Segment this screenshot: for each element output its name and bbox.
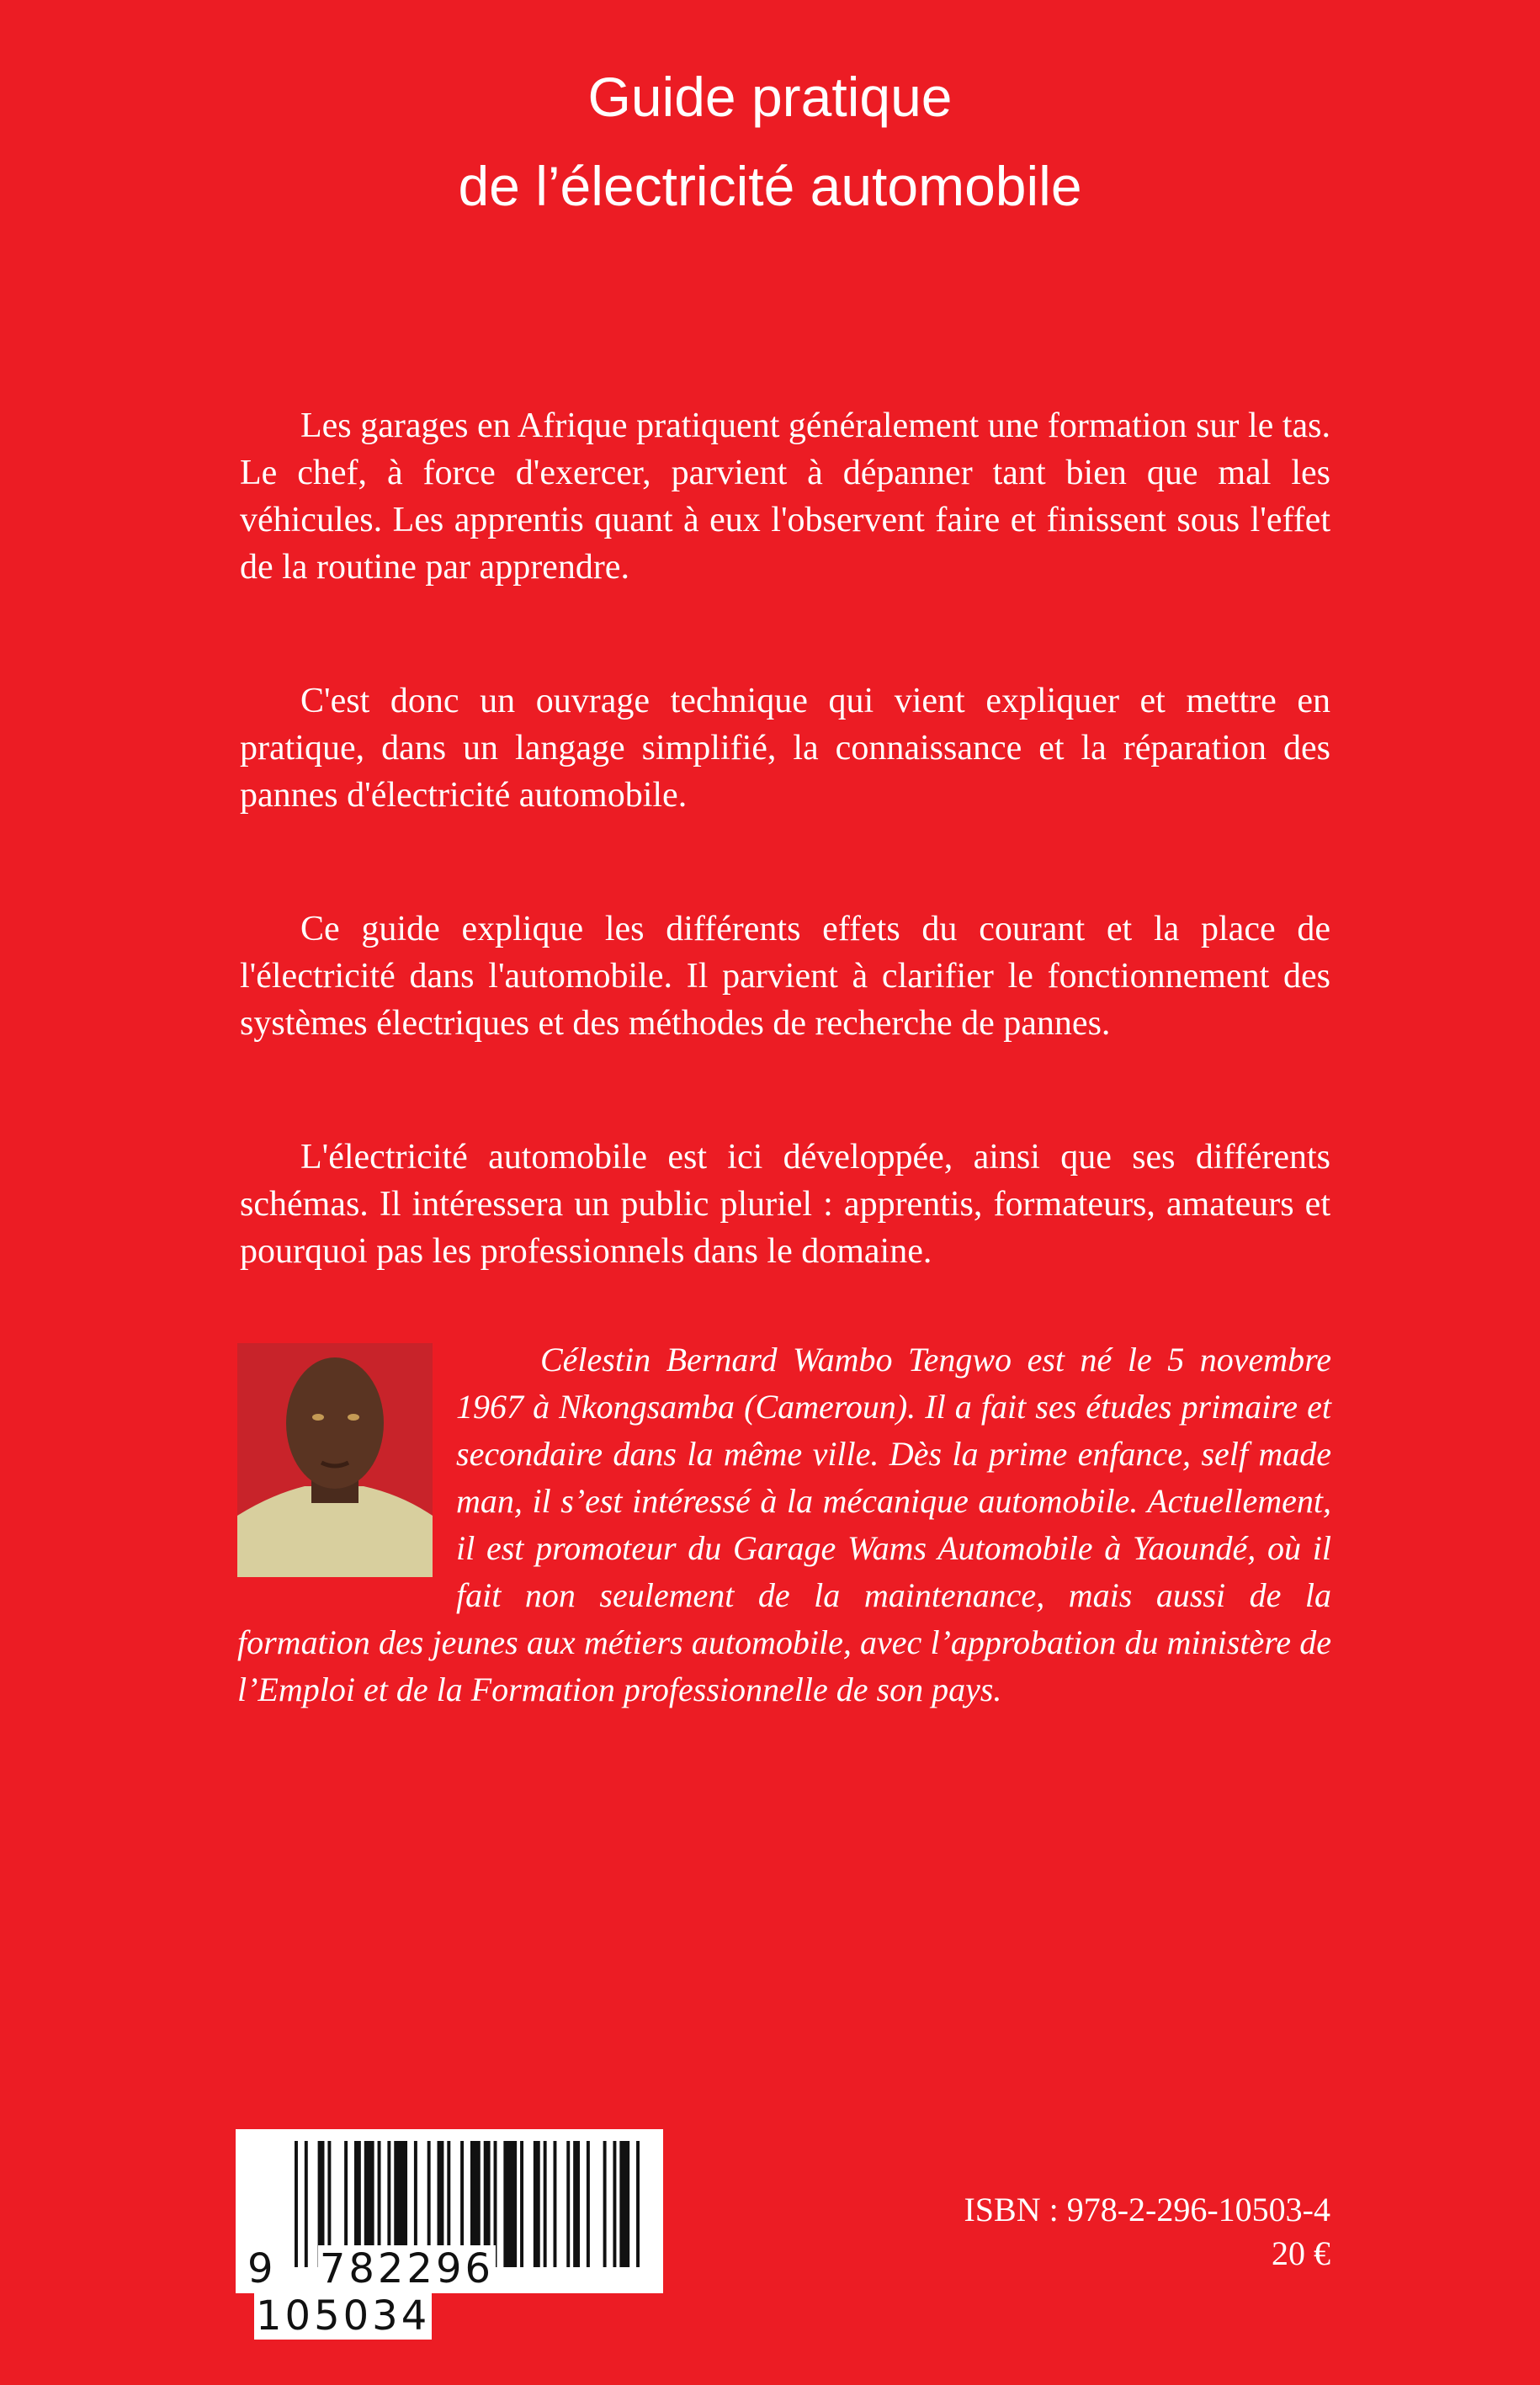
isbn-block (964, 2188, 1330, 2276)
barcode-digit-first: 9 (247, 2245, 277, 2292)
paragraph-1: Les garages en Afrique pratiquent généralement une formation sur le tas. Le chef, à force d'exercer, parvient à dépanner tant bien que mal les véhicules. Les apprentis quant à eux l'observent faire et finissent sous l'effet de la routine par apprendre. (240, 406, 1330, 587)
price: 20 € (1272, 2234, 1330, 2272)
paragraph-4: L'électricité automobile est ici développée, ainsi que ses différents schémas. Il intéressera un public pluriel : apprentis, formateurs, amateurs et pourquoi pas les professionnels dans le domaine. (240, 1138, 1330, 1271)
author-photo (237, 1343, 433, 1577)
barcode-group-1: 782296 (319, 2245, 495, 2292)
author-bio (237, 1336, 1331, 1713)
book-title (0, 52, 1540, 231)
paragraph-3: Ce guide explique les différents effets du courant et la place de l'électricité dans l'automobile. Il parvient à clarifier le fonctionnement des systèmes électriques et des méthodes de recherche de pannes. (240, 910, 1330, 1043)
title-line-1: Guide pratique (587, 66, 953, 128)
description (240, 402, 1330, 1362)
barcode-digits (246, 2245, 663, 2340)
barcode-group-2: 105034 (256, 2292, 431, 2340)
isbn: ISBN : 978-2-296-10503-4 (964, 2191, 1330, 2228)
author-bio-text: Célestin Bernard Wambo Tengwo est né le 5 novembre 1967 à Nkongsamba (Cameroun). Il a fait ses études primaire et secondaire dans la même ville. Dès la prime enfance, self made man, il s’est intéressé à la mécanique automobile. Actuellement, il est promoteur du Garage Wams Automobile à Yaoundé, où il fait non seulement de la maintenance, mais aussi de la formation des jeunes aux métiers automobile, avec l’approbation du ministère de l’Emploi et de la Formation professionnelle de son pays. (237, 1341, 1331, 1708)
paragraph-2: C'est donc un ouvrage technique qui vient expliquer et mettre en pratique, dans un langage simplifié, la connaissance et la réparation des pannes d'électricité automobile. (240, 682, 1330, 815)
title-line-2: de l’électricité automobile (458, 155, 1082, 217)
barcode (236, 2129, 663, 2340)
